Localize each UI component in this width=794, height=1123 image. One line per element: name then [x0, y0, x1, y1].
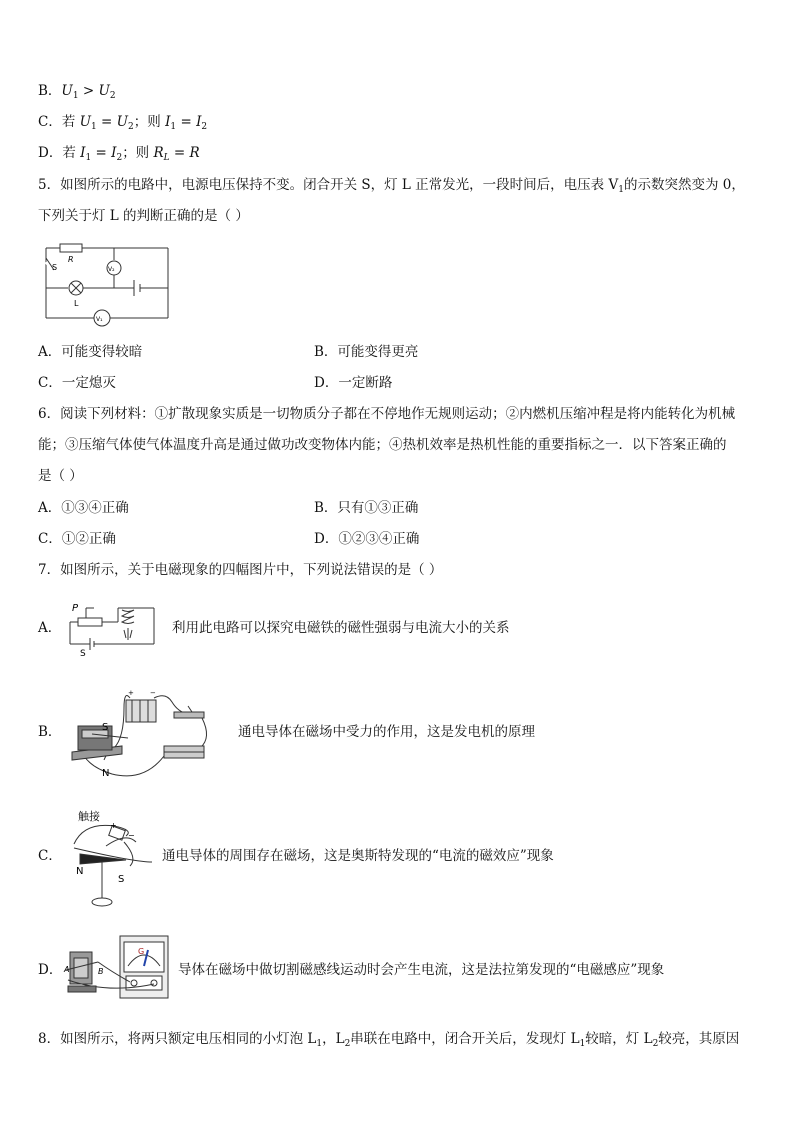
q7a-electromagnet-circuit [62, 598, 158, 656]
q7d-faraday-experiment [62, 932, 172, 1002]
q5-option-b: B．可能变得更亮 [314, 344, 419, 360]
label-touch: 触接 [78, 810, 100, 823]
label-plus: + [110, 821, 117, 830]
q7-option-c-text: 通电导体的周围存在磁场，这是奥斯特发现的“电流的磁效应”现象 [162, 848, 554, 864]
q7c-oersted-experiment [66, 806, 156, 910]
q6-stem-line3: 是（ ） [38, 468, 83, 484]
label-s: S [102, 722, 109, 733]
q7-option-b-letter: B． [38, 724, 62, 740]
q6-stem-line1: 6．阅读下列材料：①扩散现象实质是一切物质分子都在不停地作无规则运动；②内燃机压缩冲程是将内能转化为机械 [38, 406, 736, 422]
option-b-prev: B．$U_1 > U_2$ [38, 83, 116, 101]
q6-option-c: C．①②正确 [38, 531, 116, 547]
label-r: R [68, 255, 74, 264]
label-v1: V₁ [96, 316, 103, 323]
q7b-motor-apparatus [68, 686, 216, 782]
q7-stem: 7．如图所示，关于电磁现象的四幅图片中，下列说法错误的是（ ） [38, 562, 443, 578]
q8-stem-line1: 8．如图所示，将两只额定电压相同的小灯泡 $L_1$，$L_2$串联在电路中，闭合开关后，发现灯 $L_1$较暗，灯 $L_2$较亮，其原因 [38, 1031, 740, 1049]
q6-stem-line2: 能；③压缩气体使气体温度升高是通过做功改变物体内能；④热机效率是热机性能的重要指标之一．以下答案正确的 [38, 437, 727, 453]
label-l: L [74, 299, 79, 308]
option-c-prev: C．若 $U_1 = U_2$；则 $I_1 = I_2$ [38, 114, 208, 132]
q7-option-d-letter: D． [38, 962, 63, 978]
q5-option-a: A．可能变得较暗 [38, 344, 143, 360]
label-n: N [102, 768, 110, 779]
label-g: G [138, 947, 145, 956]
label-s: S [118, 874, 125, 885]
q7-option-d-text: 导体在磁场中做切割磁感线运动时会产生电流，这是法拉第发现的“电磁感应”现象 [178, 962, 665, 978]
label-s: S [80, 649, 86, 656]
label-p: P [72, 603, 79, 614]
label-v2: V₂ [108, 266, 115, 273]
q5-option-c: C．一定熄灭 [38, 375, 116, 391]
q5-stem-line2: 下列关于灯 L 的判断正确的是（ ） [38, 208, 249, 224]
q6-option-a: A．①③④正确 [38, 500, 129, 516]
label-a: A [64, 965, 70, 974]
label-n: N [76, 866, 84, 877]
option-d-prev: D．若 $I_1 = I_2$；则 $R_L = R$ [38, 145, 200, 163]
q7-option-a-text: 利用此电路可以探究电磁铁的磁性强弱与电流大小的关系 [172, 620, 510, 636]
label-s: S [52, 263, 58, 272]
q5-circuit-figure [38, 240, 174, 330]
q5-stem-line1: 5．如图所示的电路中，电源电压保持不变。闭合开关 S，灯 L 正常发光，一段时间后，电压表 $V_1$的示数突然变为 0， [38, 177, 745, 195]
q6-option-b: B．只有①③正确 [314, 500, 419, 516]
q5-option-d: D．一定断路 [314, 375, 393, 391]
label-plus: + [128, 689, 134, 697]
label-minus: − [150, 689, 156, 697]
q7-option-c-letter: C． [38, 848, 62, 864]
q6-option-d: D．①②③④正确 [314, 531, 420, 547]
q7-option-b-text: 通电导体在磁场中受力的作用，这是发电机的原理 [238, 724, 535, 740]
label-minus: − [128, 831, 135, 840]
label-b: B [98, 967, 104, 976]
q7-option-a-letter: A． [38, 620, 62, 636]
